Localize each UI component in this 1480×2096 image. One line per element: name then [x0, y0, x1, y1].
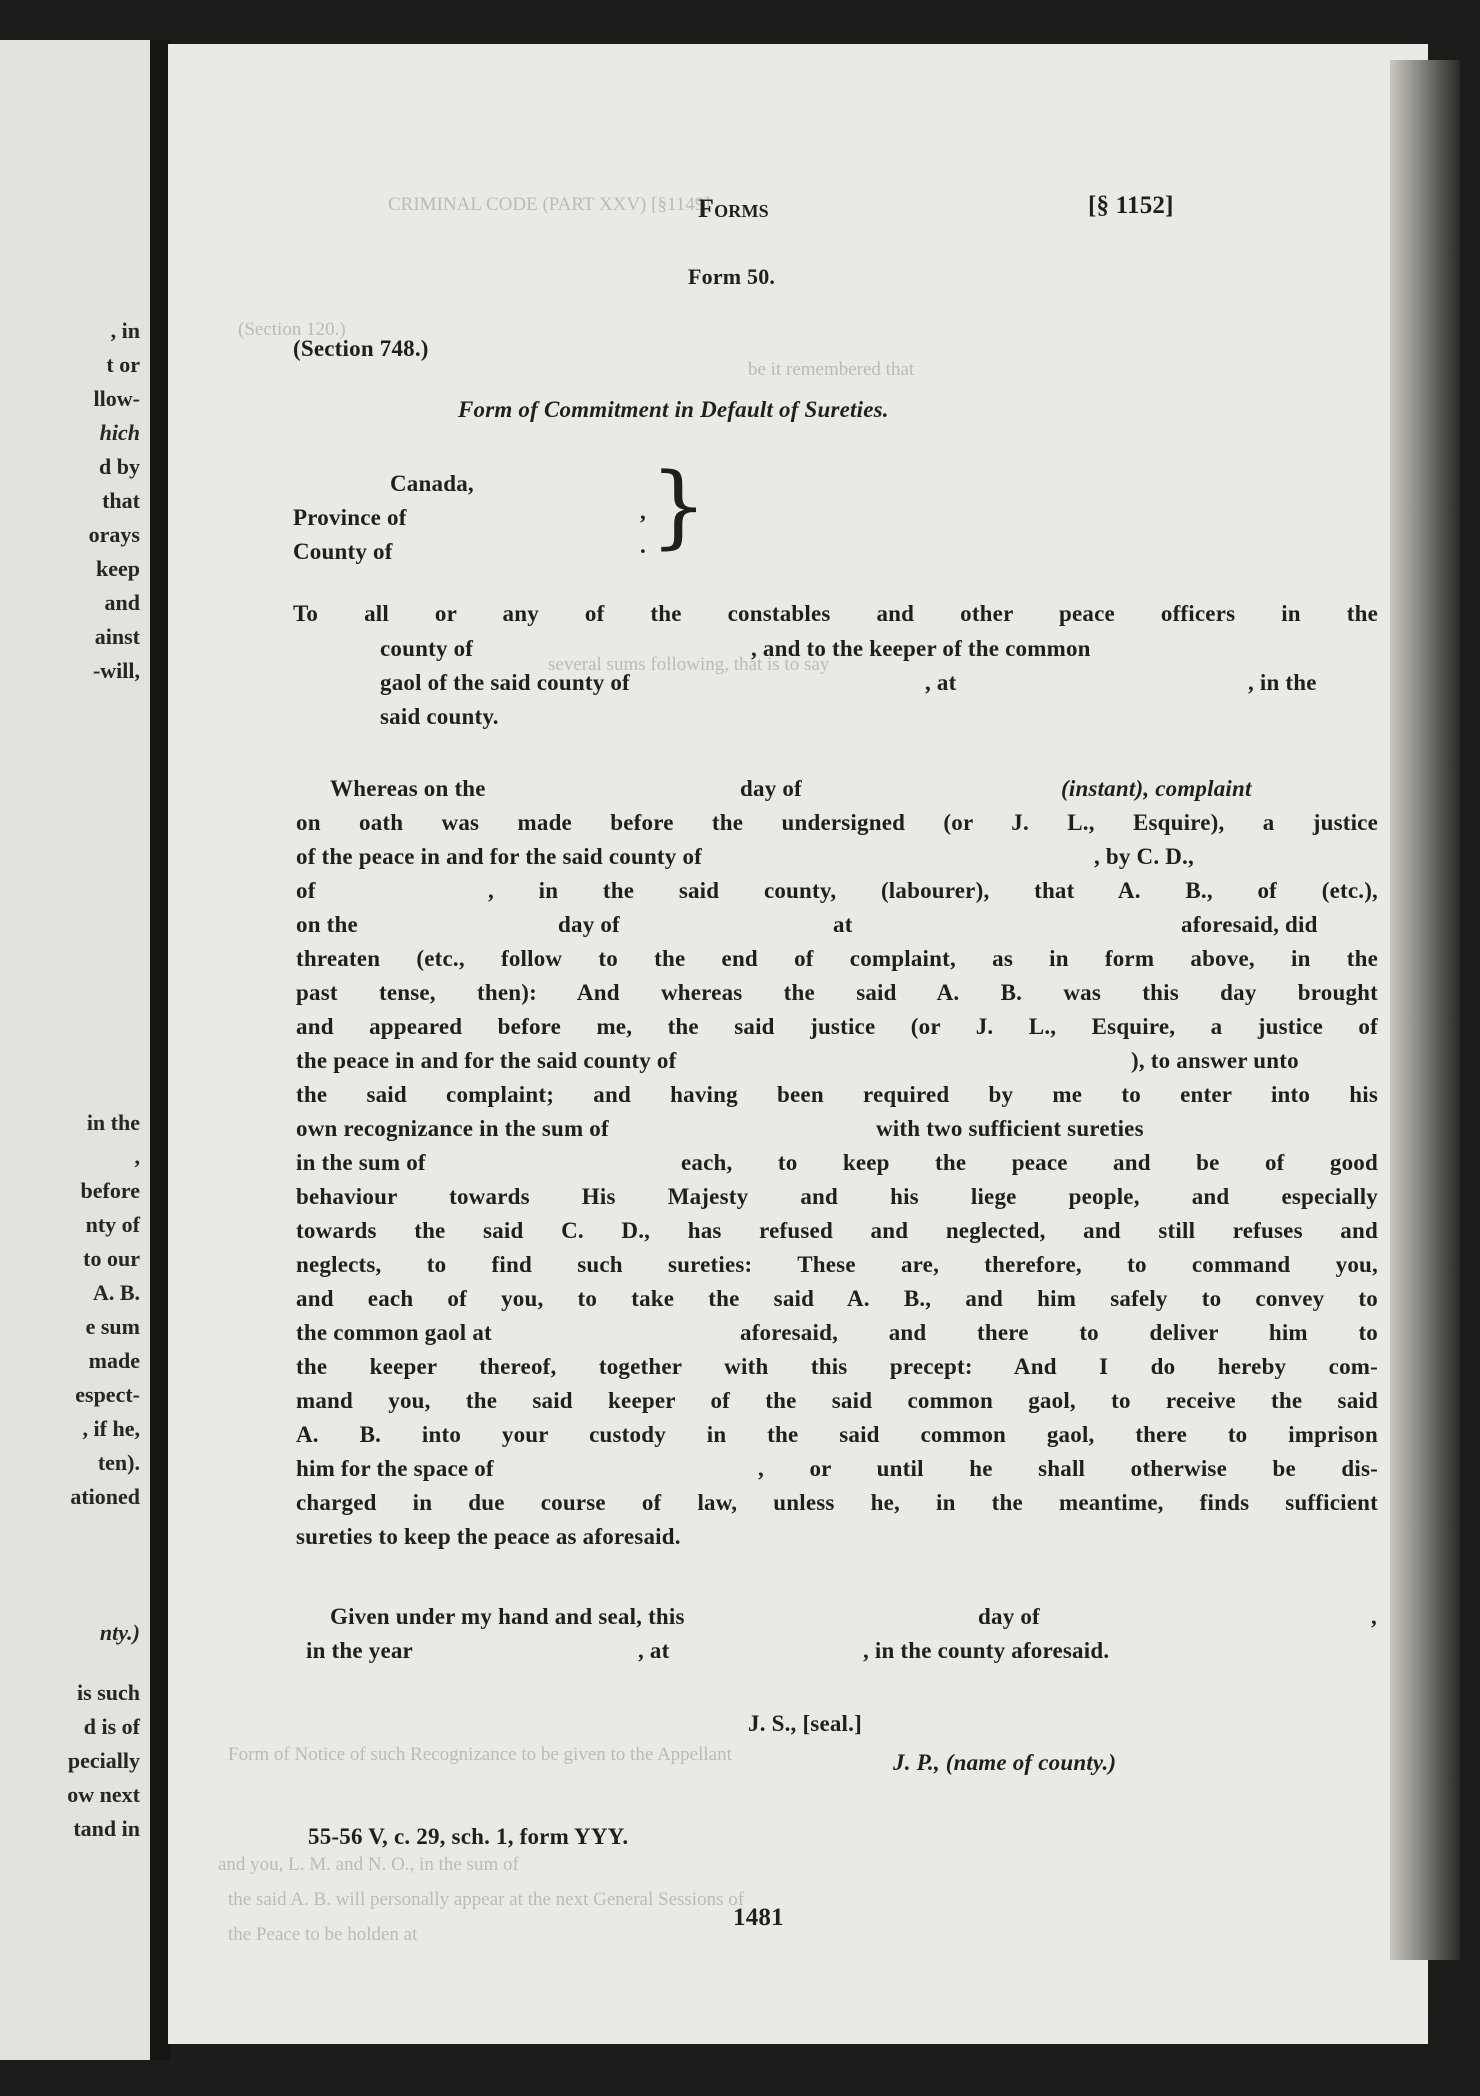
body-line: the said complaint; and having been required by me to enter into his: [296, 1082, 1378, 1107]
body-line: of: [296, 878, 316, 903]
body-line: on the: [296, 912, 358, 937]
left-page-line: keep: [96, 556, 140, 581]
venue-canada: Canada,: [390, 471, 474, 496]
body-line: on oath was made before the undersigned (or J. L., Esquire), a justice: [296, 810, 1378, 835]
left-page-line: tand in: [73, 1816, 140, 1841]
body-line: own recognizance in the sum of: [296, 1116, 609, 1141]
body-line: mand you, the said keeper of the said common gaol, to receive the said: [296, 1388, 1378, 1413]
left-facing-page: [0, 40, 150, 2060]
closing-line: ,: [1371, 1604, 1377, 1629]
venue-brace: }: [650, 454, 708, 559]
left-page-line: llow-: [93, 386, 140, 411]
left-page-line: to our: [83, 1246, 140, 1271]
left-page-line: d is of: [83, 1714, 140, 1739]
body-line: , in the said county, (labourer), that A. B., of (etc.),: [488, 878, 1378, 903]
section-citation: (Section 748.): [293, 336, 429, 361]
body-line: , by C. D.,: [1094, 844, 1194, 869]
statute-citation: 55-56 V, c. 29, sch. 1, form YYY.: [308, 1824, 629, 1849]
body-line: the common gaol at: [296, 1320, 492, 1345]
bleed-through: Form of Notice of such Recognizance to be given to the Appellant: [228, 1744, 732, 1765]
closing-line: in the year: [306, 1638, 413, 1663]
address-line: said county.: [380, 704, 499, 729]
bleed-through: the Peace to be holden at: [228, 1924, 418, 1945]
left-page-line: t or: [106, 352, 140, 377]
address-line: , in the: [1248, 670, 1317, 695]
left-page-line: , in: [110, 318, 140, 343]
body-line: and appeared before me, the said justice (or J. L., Esquire, a justice of: [296, 1014, 1378, 1039]
left-page-line: ationed: [70, 1484, 140, 1509]
running-title: Forms: [698, 194, 769, 223]
form-number: Form 50.: [688, 264, 776, 289]
left-page-line: nty.): [99, 1620, 140, 1645]
right-page: [168, 44, 1428, 2044]
closing-line: , at: [638, 1638, 670, 1663]
left-page-line: that: [102, 488, 140, 513]
body-line: day of: [740, 776, 802, 801]
bleed-through: the said A. B. will personally appear at the next General Sessions of: [228, 1889, 745, 1910]
left-page-line: made: [88, 1348, 140, 1373]
body-line: behaviour towards His Majesty and his liege people, and especially: [296, 1184, 1378, 1209]
body-line: neglects, to find such sureties: These are, therefore, to command you,: [296, 1252, 1378, 1277]
left-page-line: e sum: [85, 1314, 140, 1339]
body-line: of the peace in and for the said county of: [296, 844, 703, 869]
book-gutter: [150, 40, 170, 2060]
left-page-line: is such: [77, 1680, 140, 1705]
closing-line: , in the county aforesaid.: [863, 1638, 1110, 1663]
body-line: the peace in and for the said county of: [296, 1048, 677, 1073]
left-page-line: in the: [86, 1110, 140, 1135]
left-page-line: ainst: [94, 624, 140, 649]
signature: J. S., [seal.]: [748, 1711, 862, 1736]
left-page-line: orays: [88, 522, 140, 547]
body-line: charged in due course of law, unless he, in the meantime, finds sufficient: [296, 1490, 1378, 1515]
venue-province: Province of: [293, 505, 407, 530]
body-line: sureties to keep the peace as aforesaid.: [296, 1524, 681, 1549]
body-line: , or until he shall otherwise be dis-: [758, 1456, 1378, 1481]
body-line: ), to answer unto: [1131, 1048, 1299, 1073]
body-line: aforesaid, did: [1181, 912, 1318, 937]
closing-line: day of: [978, 1604, 1040, 1629]
body-line: with two sufficient sureties: [876, 1116, 1144, 1141]
left-page-line: ten).: [97, 1450, 140, 1475]
bleed-through: several sums following, that is to say: [548, 654, 830, 675]
section-reference: [§ 1152]: [1088, 192, 1174, 219]
body-line: the keeper thereof, together with this precept: And I do hereby com-: [296, 1354, 1378, 1379]
bleed-through: CRIMINAL CODE (PART XXV) [§1149]: [388, 194, 711, 215]
body-line: aforesaid, and there to deliver him to: [740, 1320, 1378, 1345]
body-line: threaten (etc., follow to the end of complaint, as in form above, in the: [296, 946, 1378, 971]
venue-comma: ,: [640, 499, 646, 524]
body-line: at: [833, 912, 853, 937]
venue-period: .: [640, 533, 646, 558]
left-page-line: hich: [99, 420, 140, 445]
form-title: Form of Commitment in Default of Sureties.: [458, 397, 889, 422]
venue-county: County of: [293, 539, 393, 564]
left-page-line: , if he,: [82, 1416, 140, 1441]
page-number: 1481: [733, 1904, 784, 1931]
left-page-line: nty of: [85, 1212, 140, 1237]
body-line: each, to keep the peace and be of good: [681, 1150, 1378, 1175]
body-line: past tense, then): And whereas the said A. B. was this day brought: [296, 980, 1378, 1005]
body-line: him for the space of: [296, 1456, 494, 1481]
address-line: , at: [925, 670, 957, 695]
address-line: gaol of the said county of: [380, 670, 630, 695]
body-line: A. B. into your custody in the said common gaol, there to imprison: [296, 1422, 1378, 1447]
justice-of-peace: J. P., (name of county.): [893, 1750, 1117, 1775]
closing-line: Given under my hand and seal, this: [330, 1604, 685, 1629]
bleed-through: and you, L. M. and N. O., in the sum of: [218, 1854, 519, 1875]
address-line: To all or any of the constables and other peace officers in the: [293, 601, 1378, 626]
bleed-through: be it remembered that: [748, 359, 915, 380]
body-line: towards the said C. D., has refused and neglected, and still refuses and: [296, 1218, 1378, 1243]
left-page-line: d by: [99, 454, 140, 479]
left-page-line: espect-: [75, 1382, 140, 1407]
body-line: Whereas on the: [330, 776, 486, 801]
body-line: in the sum of: [296, 1150, 426, 1175]
body-line: day of: [558, 912, 620, 937]
left-page-line: and: [104, 590, 140, 615]
left-page-line: ow next: [67, 1782, 140, 1807]
bleed-through: (Section 120.): [238, 319, 346, 340]
left-page-line: A. B.: [92, 1280, 140, 1305]
left-page-line: pecially: [67, 1748, 140, 1773]
left-page-line: ,: [134, 1144, 140, 1169]
left-page-line: before: [80, 1178, 140, 1203]
address-line: , and to the keeper of the common: [751, 636, 1091, 661]
left-page-line: -will,: [92, 658, 140, 683]
body-line: (instant), complaint: [1061, 776, 1252, 801]
body-line: and each of you, to take the said A. B., and him safely to convey to: [296, 1286, 1378, 1311]
address-line: county of: [380, 636, 474, 661]
page-edge: [1390, 60, 1460, 1960]
